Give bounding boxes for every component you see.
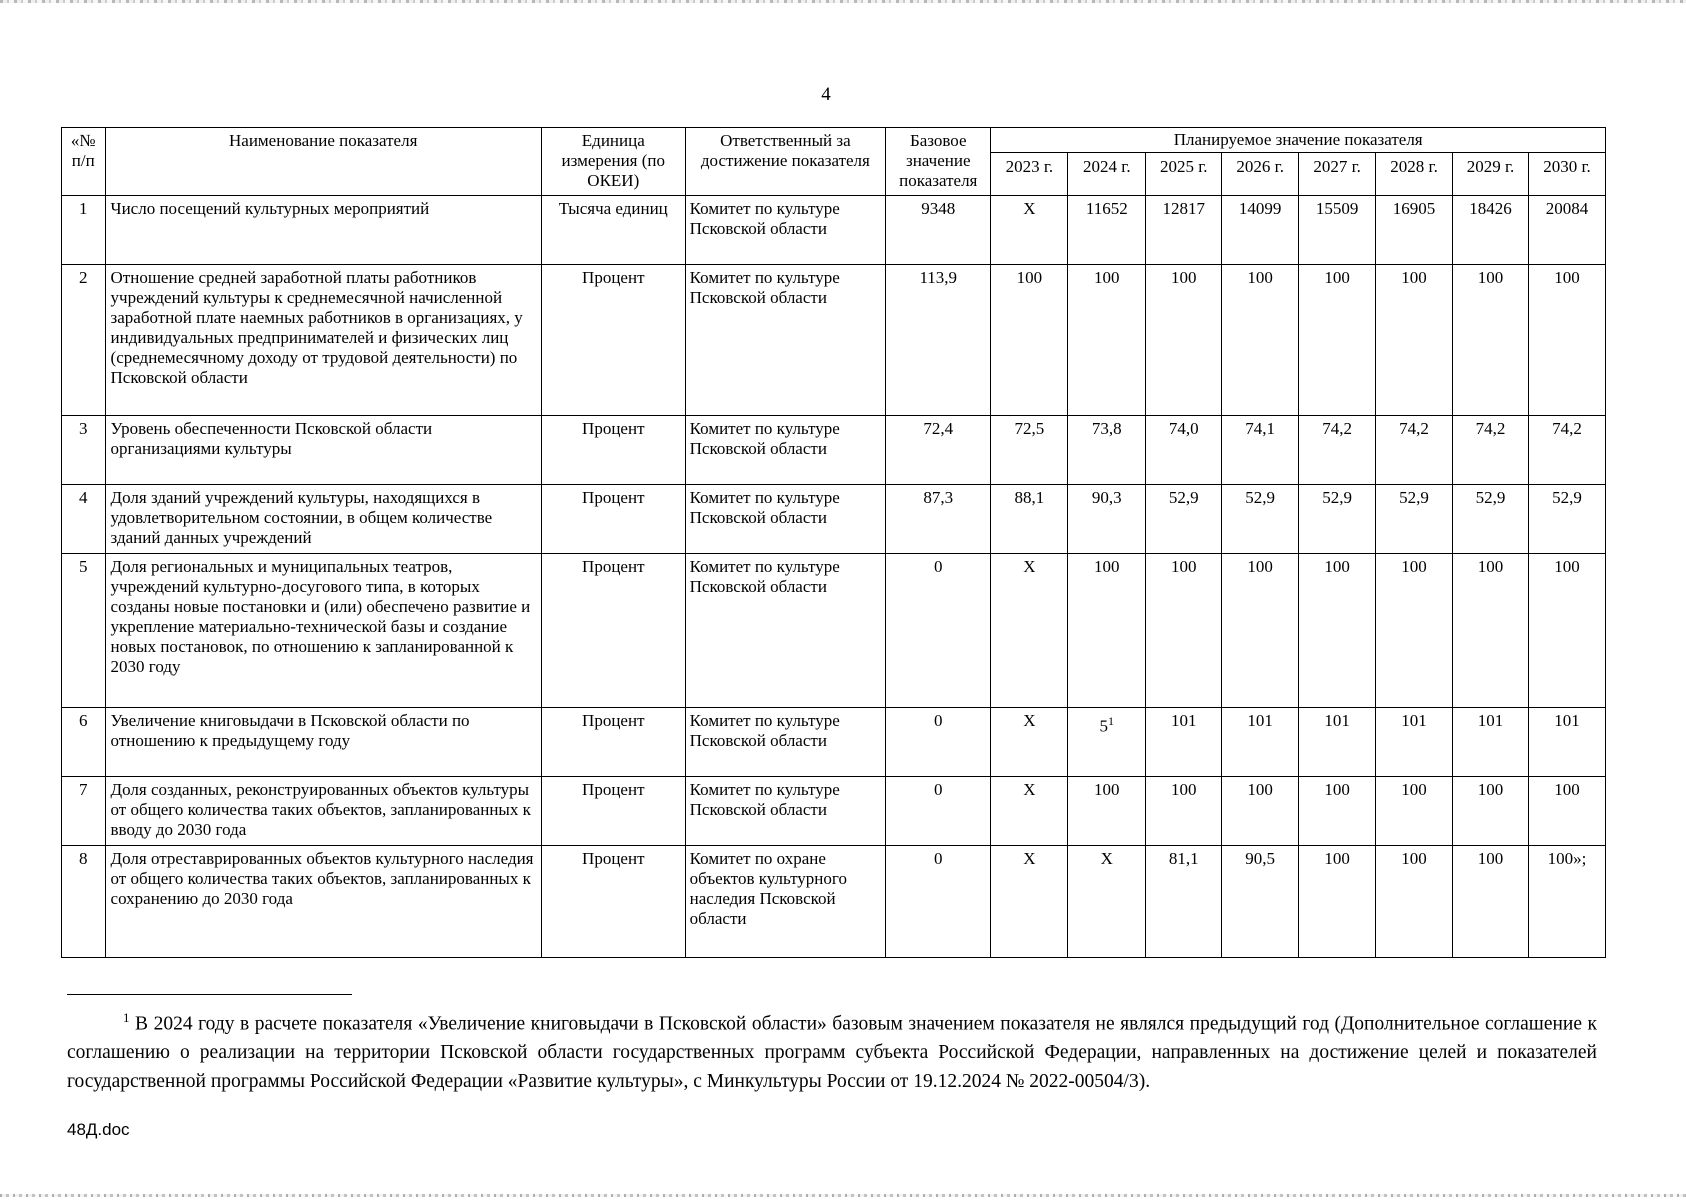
- year-value: 74,2: [1528, 416, 1605, 485]
- year-value: 100: [1146, 777, 1222, 846]
- base-value: 113,9: [886, 265, 991, 416]
- year-value: Х: [991, 554, 1068, 708]
- unit-cell: Процент: [541, 708, 685, 777]
- year-value: 100: [1299, 846, 1376, 958]
- header-num: «№ п/п: [62, 128, 106, 196]
- year-value: 100: [1299, 554, 1376, 708]
- header-year: 2026 г.: [1222, 153, 1299, 196]
- footnote-mark: 1: [123, 1010, 130, 1025]
- base-value: 0: [886, 777, 991, 846]
- year-value: 100: [1068, 777, 1146, 846]
- year-value: 52,9: [1146, 485, 1222, 554]
- unit-cell: Процент: [541, 777, 685, 846]
- year-value: 100: [1453, 846, 1529, 958]
- year-value-text: 5: [1099, 716, 1109, 736]
- responsible-cell: Комитет по культуре Псковской области: [685, 485, 885, 554]
- unit-cell: Процент: [541, 265, 685, 416]
- year-value: 101: [1376, 708, 1453, 777]
- year-value: 52,9: [1528, 485, 1605, 554]
- header-base: Базовое значение показателя: [886, 128, 991, 196]
- header-year: 2029 г.: [1453, 153, 1529, 196]
- year-value: 100: [1453, 554, 1529, 708]
- indicator-name: Доля отреставрированных объектов культурного наследия от общего количества таких объектов, запланированных к сохранению до 2030 года: [105, 846, 541, 958]
- year-value: 100: [1222, 777, 1299, 846]
- year-value: 100: [1453, 265, 1529, 416]
- year-value: 100: [1068, 554, 1146, 708]
- indicator-name: Увеличение книговыдачи в Псковской области по отношению к предыдущему году: [105, 708, 541, 777]
- responsible-cell: Комитет по культуре Псковской области: [685, 265, 885, 416]
- year-value: 52,9: [1299, 485, 1376, 554]
- responsible-cell: Комитет по культуре Псковской области: [685, 554, 885, 708]
- unit-cell: Процент: [541, 416, 685, 485]
- row-num: 4: [62, 485, 106, 554]
- year-value: 100: [1528, 554, 1605, 708]
- base-value: 0: [886, 554, 991, 708]
- year-value: 100: [1376, 846, 1453, 958]
- header-year: 2027 г.: [1299, 153, 1376, 196]
- year-value: 12817: [1146, 196, 1222, 265]
- year-value: 74,2: [1453, 416, 1529, 485]
- row-num: 1: [62, 196, 106, 265]
- table-row: [62, 846, 1606, 958]
- year-value: 73,8: [1068, 416, 1146, 485]
- year-value: 74,0: [1146, 416, 1222, 485]
- year-value: 14099: [1222, 196, 1299, 265]
- year-value: 52,9: [1453, 485, 1529, 554]
- base-value: 0: [886, 846, 991, 958]
- year-value: 101: [1528, 708, 1605, 777]
- header-year: 2030 г.: [1528, 153, 1605, 196]
- row-num: 7: [62, 777, 106, 846]
- responsible-cell: Комитет по охране объектов культурного наследия Псковской области: [685, 846, 885, 958]
- row-num: 5: [62, 554, 106, 708]
- table-row: [62, 777, 1606, 846]
- scan-edge-top: [0, 0, 1686, 3]
- year-value: 100: [1222, 554, 1299, 708]
- year-value: Х: [991, 846, 1068, 958]
- base-value: 0: [886, 708, 991, 777]
- year-value: 101: [1222, 708, 1299, 777]
- header-year: 2028 г.: [1376, 153, 1453, 196]
- document-filename: 48Д.doc: [67, 1120, 130, 1139]
- base-value: 9348: [886, 196, 991, 265]
- indicator-name: Отношение средней заработной платы работников учреждений культуры к среднемесячной начисленной заработной плате наемных работников в организациях, у индивидуальных предпринимателей и физических лиц (среднемесячному доходу от трудовой деятельности) по Псковской области: [105, 265, 541, 416]
- row-num: 8: [62, 846, 106, 958]
- year-value: 90,5: [1222, 846, 1299, 958]
- indicator-name: Доля созданных, реконструированных объектов культуры от общего количества таких объектов, запланированных к вводу до 2030 года: [105, 777, 541, 846]
- year-value: [1068, 708, 1146, 777]
- indicator-name: Уровень обеспеченности Псковской области организациями культуры: [105, 416, 541, 485]
- unit-cell: Процент: [541, 554, 685, 708]
- year-value: 100: [1299, 777, 1376, 846]
- year-value: 100: [1376, 554, 1453, 708]
- footnote: [67, 1004, 1597, 1096]
- indicator-name: Число посещений культурных мероприятий: [105, 196, 541, 265]
- scan-edge-bottom: [0, 1194, 1686, 1197]
- year-value: 81,1: [1146, 846, 1222, 958]
- unit-cell: Процент: [541, 485, 685, 554]
- year-value: 101: [1146, 708, 1222, 777]
- table-row: [62, 485, 1606, 554]
- year-value: 100: [1376, 777, 1453, 846]
- indicators-table: [61, 127, 1606, 958]
- table-row: [62, 554, 1606, 708]
- year-value: 11652: [1068, 196, 1146, 265]
- table-row: [62, 265, 1606, 416]
- year-value: 74,1: [1222, 416, 1299, 485]
- year-value: Х: [991, 196, 1068, 265]
- responsible-cell: Комитет по культуре Псковской области: [685, 708, 885, 777]
- row-num: 3: [62, 416, 106, 485]
- header-year: 2024 г.: [1068, 153, 1146, 196]
- year-value: 101: [1453, 708, 1529, 777]
- page-number: 4: [821, 84, 831, 105]
- indicator-name: Доля зданий учреждений культуры, находящихся в удовлетворительном состоянии, в общем количестве зданий данных учреждений: [105, 485, 541, 554]
- year-value: 100: [1146, 554, 1222, 708]
- responsible-cell: Комитет по культуре Псковской области: [685, 416, 885, 485]
- unit-cell: Тысяча единиц: [541, 196, 685, 265]
- year-value: 74,2: [1376, 416, 1453, 485]
- year-value: 16905: [1376, 196, 1453, 265]
- footnote-marker: 1: [1108, 714, 1115, 728]
- year-value: 100: [1299, 265, 1376, 416]
- year-value: 15509: [1299, 196, 1376, 265]
- header-responsible: Ответственный за достижение показателя: [685, 128, 885, 196]
- header-year: 2025 г.: [1146, 153, 1222, 196]
- year-value: Х: [991, 708, 1068, 777]
- responsible-cell: Комитет по культуре Псковской области: [685, 196, 885, 265]
- base-value: 87,3: [886, 485, 991, 554]
- footnote-text: В 2024 году в расчете показателя «Увеличение книговыдачи в Псковской области» базовым значением показателя не являлся предыдущий год (Дополнительное соглашение к соглашению о реализации на территории Псковской области государственных программ субъекта Российской Федерации, направленных на достижение целей и показателей государственной программы Российской Федерации «Развитие культуры», с Минкультуры России от 19.12.2024 № 2022-00504/3).: [67, 1013, 1598, 1092]
- header-name: Наименование показателя: [105, 128, 541, 196]
- year-value: 100: [1222, 265, 1299, 416]
- year-value: 100: [1528, 777, 1605, 846]
- unit-cell: Процент: [541, 846, 685, 958]
- year-value: 100: [1068, 265, 1146, 416]
- row-num: 2: [62, 265, 106, 416]
- year-value: 52,9: [1376, 485, 1453, 554]
- year-value: 90,3: [1068, 485, 1146, 554]
- base-value: 72,4: [886, 416, 991, 485]
- table-row: [62, 196, 1606, 265]
- year-value: 100: [1528, 265, 1605, 416]
- year-value: 100: [1146, 265, 1222, 416]
- year-value: 52,9: [1222, 485, 1299, 554]
- row-num: 6: [62, 708, 106, 777]
- year-value: 100»;: [1528, 846, 1605, 958]
- indicator-name: Доля региональных и муниципальных театров, учреждений культурно-досугового типа, в которых созданы новые постановки и (или) обеспечено развитие и укрепление материально-технической базы и создание новых постановок, по отношению к запланированной к 2030 году: [105, 554, 541, 708]
- table-row: [62, 708, 1606, 777]
- header-unit: Единица измерения (по ОКЕИ): [541, 128, 685, 196]
- year-value: Х: [991, 777, 1068, 846]
- year-value: 100: [991, 265, 1068, 416]
- table-row: [62, 416, 1606, 485]
- responsible-cell: Комитет по культуре Псковской области: [685, 777, 885, 846]
- year-value: 18426: [1453, 196, 1529, 265]
- year-value: 101: [1299, 708, 1376, 777]
- header-planned: Планируемое значение показателя: [991, 128, 1606, 153]
- year-value: 88,1: [991, 485, 1068, 554]
- year-value: 74,2: [1299, 416, 1376, 485]
- header-year: 2023 г.: [991, 153, 1068, 196]
- footnote-separator: [67, 994, 352, 995]
- year-value: 100: [1453, 777, 1529, 846]
- year-value: 100: [1376, 265, 1453, 416]
- year-value: Х: [1068, 846, 1146, 958]
- year-value: 72,5: [991, 416, 1068, 485]
- year-value: 20084: [1528, 196, 1605, 265]
